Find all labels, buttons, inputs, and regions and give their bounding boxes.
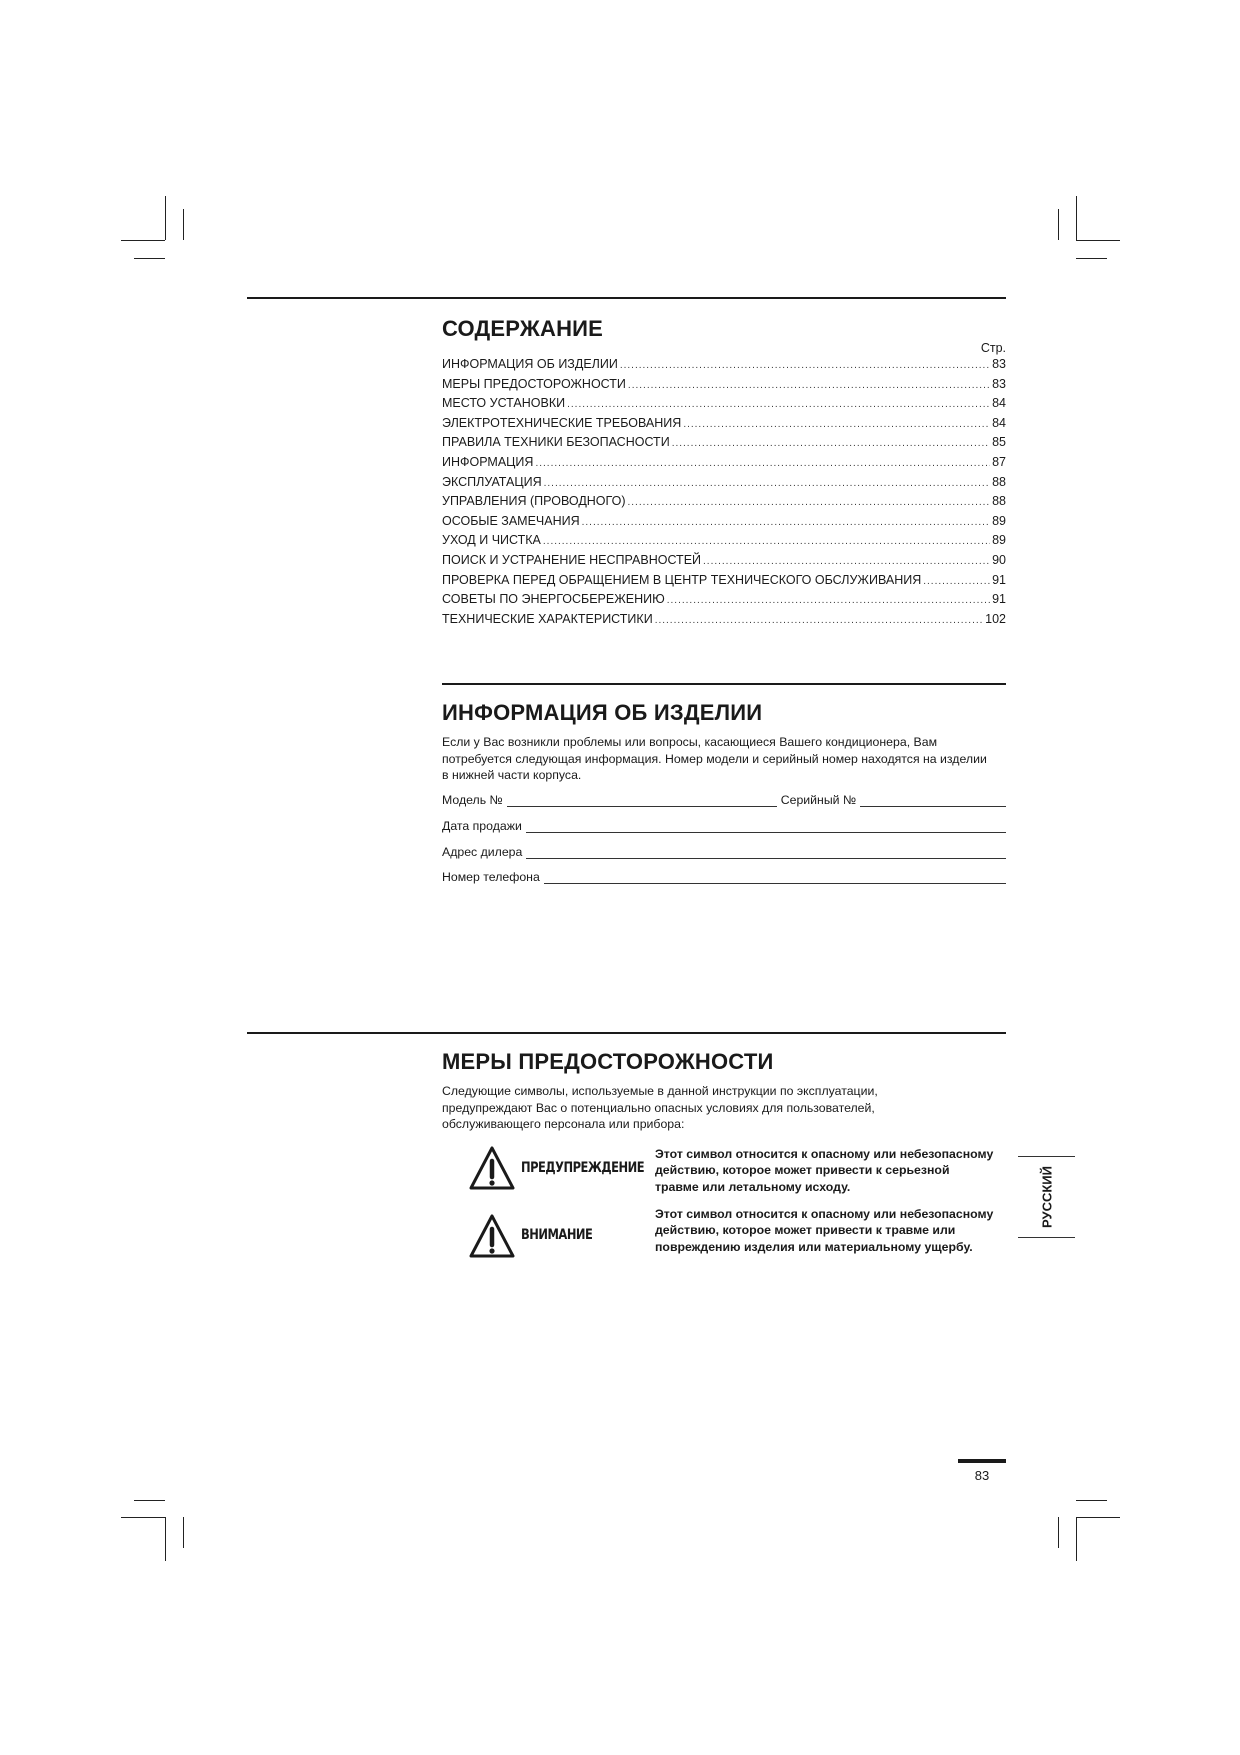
toc-entry[interactable]: ИНФОРМАЦИЯ ..... 87 bbox=[442, 455, 1006, 475]
crop-mark bbox=[1076, 1517, 1120, 1518]
dealer-address-field[interactable] bbox=[526, 847, 1006, 859]
caution-description: Этот символ относится к опасному или небезопасному действию, которое может привести к травме или повреждению изделия или материальному ущербу. bbox=[655, 1207, 994, 1254]
model-serial-row bbox=[442, 791, 1006, 807]
toc-entry[interactable]: МЕСТО УСТАНОВКИ ..... 84 bbox=[442, 396, 1006, 416]
crop-mark bbox=[183, 209, 184, 240]
toc-entry[interactable]: ПРАВИЛА ТЕХНИКИ БЕЗОПАСНОСТИ ..... 85 bbox=[442, 435, 1006, 455]
serial-field[interactable] bbox=[860, 795, 1006, 807]
warning-description: Этот символ относится к опасному или небезопасному действию, которое может привести к серьезной травме или летальному исходу. bbox=[655, 1147, 994, 1194]
toc-entry[interactable]: ИНФОРМАЦИЯ ОБ ИЗДЕЛИИ ..... 83 bbox=[442, 357, 1006, 377]
toc-page-header: Стр. bbox=[980, 341, 1006, 355]
caution-label: ВНИМАНИЕ bbox=[521, 1227, 593, 1243]
crop-mark bbox=[1058, 209, 1059, 240]
precautions-title: МЕРЫ ПРЕДОСТОРОЖНОСТИ bbox=[442, 1049, 774, 1074]
crop-mark bbox=[134, 1500, 165, 1501]
crop-mark bbox=[121, 240, 165, 241]
crop-mark bbox=[165, 196, 166, 240]
phone-row bbox=[442, 868, 1006, 884]
sale-date-label: Дата продажи bbox=[442, 819, 522, 833]
model-field[interactable] bbox=[507, 795, 777, 807]
toc-list bbox=[442, 357, 1006, 631]
language-tab bbox=[1018, 1156, 1075, 1238]
toc-entry[interactable]: УПРАВЛЕНИЯ (ПРОВОДНОГО) ..... 88 bbox=[442, 494, 1006, 514]
crop-mark bbox=[165, 1517, 166, 1561]
warning-triangle-icon bbox=[468, 1145, 516, 1191]
crop-mark bbox=[1076, 258, 1107, 259]
serial-label: Серийный № bbox=[780, 793, 857, 807]
model-label: Модель № bbox=[442, 793, 503, 807]
phone-field[interactable] bbox=[544, 872, 1006, 884]
toc-entry[interactable]: ПРОВЕРКА ПЕРЕД ОБРАЩЕНИЕМ В ЦЕНТР ТЕХНИЧЕСКОГО ОБСЛУЖИВАНИЯ ..... 91 bbox=[442, 573, 1006, 593]
caution-triangle-icon bbox=[468, 1213, 516, 1259]
section-rule bbox=[442, 683, 1006, 685]
crop-mark bbox=[121, 1517, 165, 1518]
page-number: 83 bbox=[974, 1468, 990, 1483]
crop-mark bbox=[1076, 196, 1077, 240]
language-label: РУССКИЙ bbox=[1039, 1166, 1054, 1228]
crop-mark bbox=[134, 258, 165, 259]
section-rule bbox=[247, 297, 1006, 299]
crop-mark bbox=[1076, 1500, 1107, 1501]
product-info-intro: Если у Вас возникли проблемы или вопросы, касающиеся Вашего кондиционера, Вам потребуется следующая информация. Номер модели и серийный номер находятся на изделии в нижней части корпуса. bbox=[442, 735, 987, 783]
toc-entry[interactable]: ПОИСК И УСТРАНЕНИЕ НЕСПРАВНОСТЕЙ ..... 90 bbox=[442, 553, 1006, 573]
toc-entry[interactable]: СОВЕТЫ ПО ЭНЕРГОСБЕРЕЖЕНИЮ ..... 91 bbox=[442, 592, 1006, 612]
toc-entry[interactable]: ТЕХНИЧЕСКИЕ ХАРАКТЕРИСТИКИ ..... 102 bbox=[442, 612, 1006, 632]
toc-title: СОДЕРЖАНИЕ bbox=[442, 316, 604, 341]
crop-mark bbox=[1058, 1517, 1059, 1548]
dealer-address-row bbox=[442, 843, 1006, 859]
sale-date-row bbox=[442, 817, 1006, 833]
warning-label: ПРЕДУПРЕЖДЕНИЕ bbox=[521, 1160, 645, 1176]
section-rule bbox=[247, 1032, 1006, 1034]
phone-label: Номер телефона bbox=[442, 870, 540, 884]
toc-entry[interactable]: ЭЛЕКТРОТЕХНИЧЕСКИЕ ТРЕБОВАНИЯ ..... 84 bbox=[442, 416, 1006, 436]
toc-entry[interactable]: УХОД И ЧИСТКА ..... 89 bbox=[442, 533, 1006, 553]
precautions-intro: Следующие символы, используемые в данной инструкции по эксплуатации, предупреждают Вас о потенциально опасных условиях для пользователей, обслуживающего персонала или прибора: bbox=[442, 1084, 878, 1132]
crop-mark bbox=[1076, 240, 1120, 241]
toc-entry[interactable]: МЕРЫ ПРЕДОСТОРОЖНОСТИ ..... 83 bbox=[442, 377, 1006, 397]
product-info-title: ИНФОРМАЦИЯ ОБ ИЗДЕЛИИ bbox=[442, 700, 763, 725]
crop-mark bbox=[183, 1517, 184, 1548]
crop-mark bbox=[1076, 1517, 1077, 1561]
toc-entry[interactable]: ОСОБЫЕ ЗАМЕЧАНИЯ ..... 89 bbox=[442, 514, 1006, 534]
sale-date-field[interactable] bbox=[526, 821, 1006, 833]
toc-entry[interactable]: ЭКСПЛУАТАЦИЯ ..... 88 bbox=[442, 475, 1006, 495]
page-number-bar bbox=[958, 1459, 1006, 1463]
dealer-address-label: Адрес дилера bbox=[442, 845, 523, 859]
